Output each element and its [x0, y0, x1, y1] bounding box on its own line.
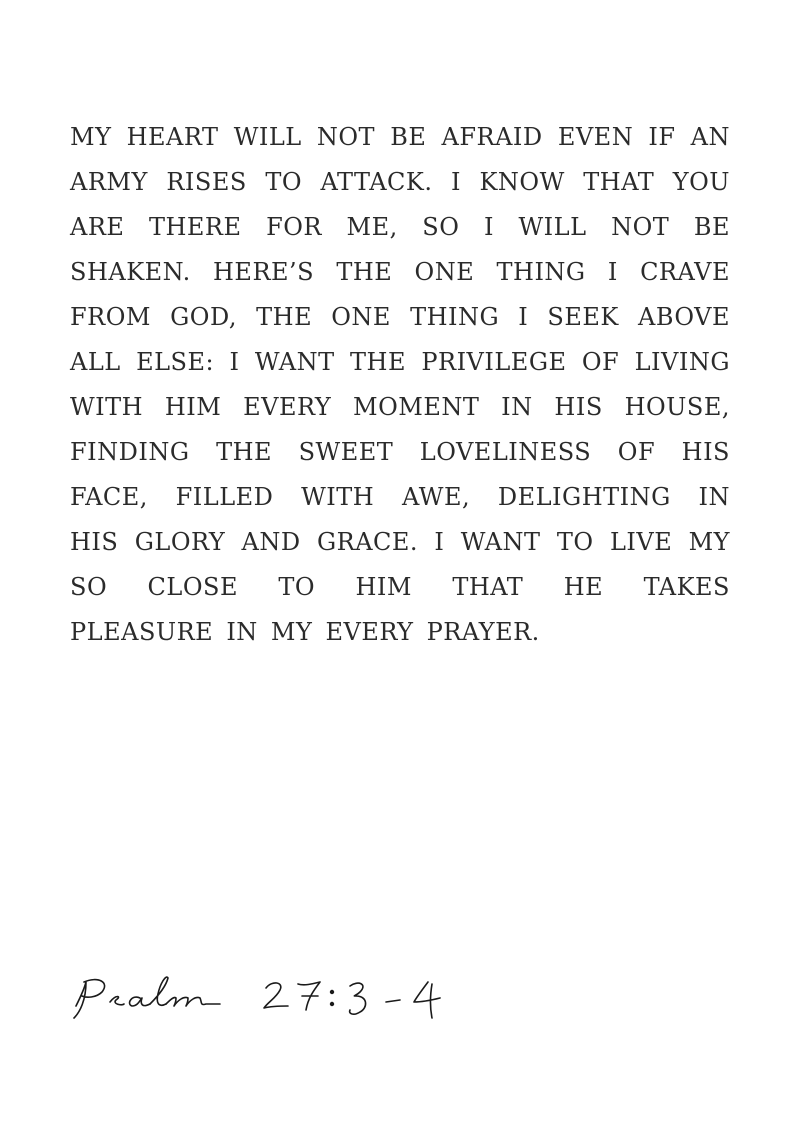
verse-line-7: WITH HIM EVERY MOMENT IN HIS HOUSE, — [70, 393, 730, 421]
verse-text — [70, 115, 730, 655]
verse-line-4: SHAKEN. HERE’S THE ONE THING I CRAVE — [70, 258, 730, 286]
verse-line-11: SO CLOSE TO HIM THAT HE TAKES — [70, 573, 730, 601]
verse-line-3: ARE THERE FOR ME, SO I WILL NOT BE — [70, 213, 730, 241]
verse-line-10: HIS GLORY AND GRACE. I WANT TO LIVE MY — [70, 528, 730, 556]
verse-line-1: MY HEART WILL NOT BE AFRAID EVEN IF AN — [70, 123, 730, 151]
verse-line-8: FINDING THE SWEET LOVELINESS OF HIS — [70, 438, 730, 466]
scripture-reference — [70, 968, 490, 1038]
verse-line-2: ARMY RISES TO ATTACK. I KNOW THAT YOU — [70, 168, 730, 196]
handwritten-reference-drawing — [70, 968, 490, 1038]
verse-line-12: PLEASURE IN MY EVERY PRAYER. — [70, 618, 540, 646]
verse-line-6: ALL ELSE: I WANT THE PRIVILEGE OF LIVING — [70, 348, 730, 376]
verse-line-9: FACE, FILLED WITH AWE, DELIGHTING IN — [70, 483, 730, 511]
verse-line-5: FROM GOD, THE ONE THING I SEEK ABOVE — [70, 303, 730, 331]
